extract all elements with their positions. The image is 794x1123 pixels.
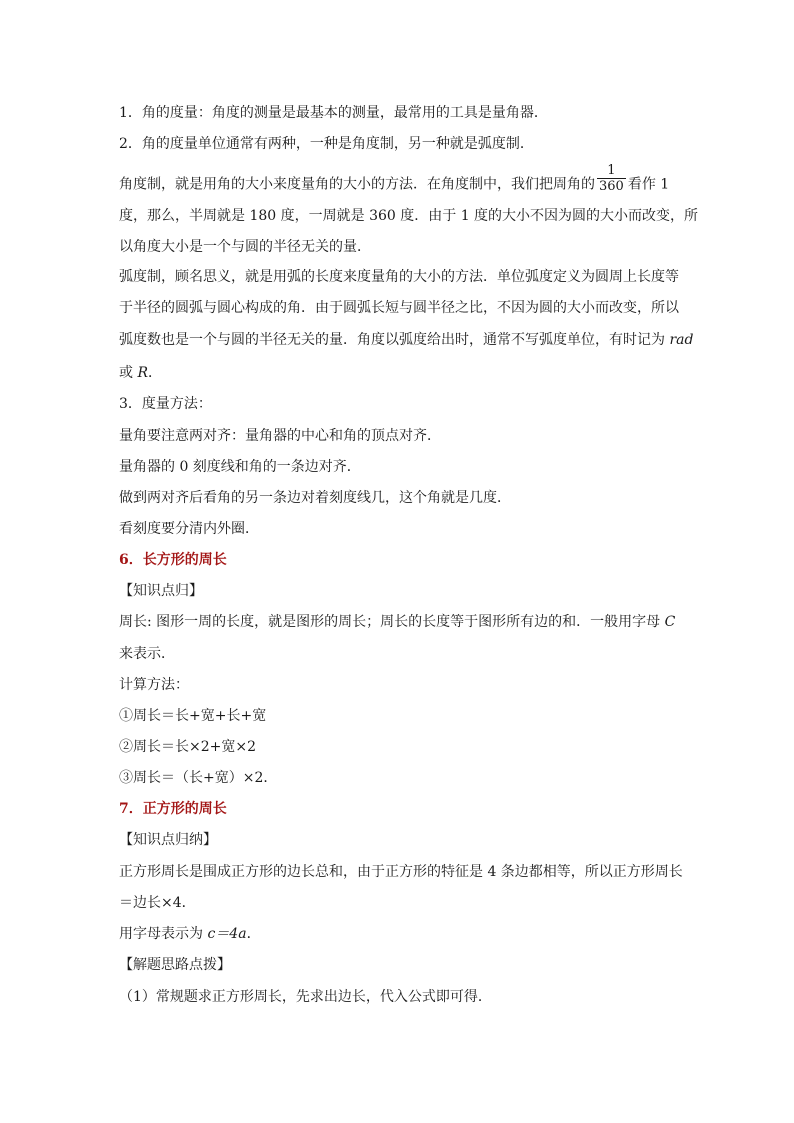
- fraction-numerator: 1: [607, 163, 616, 178]
- math-variable: rad: [669, 332, 694, 348]
- formula-line: ③周长＝（长+宽）×2．: [119, 770, 278, 786]
- text-line: 1．角的度量：角度的测量是最基本的测量，最常用的工具是量角器．: [119, 105, 548, 121]
- text-line: 于半径的圆弧与圆心构成的角．由于圆弧长短与圆半径之比，不因为圆的大小而改变，所以: [119, 300, 679, 316]
- text-line: 量角器的 0 刻度线和角的一条边对齐．: [119, 459, 361, 475]
- math-variable: C: [664, 614, 676, 630]
- section-heading: 6．长方形的周长: [119, 552, 227, 568]
- text-line: 看刻度要分清内外圈．: [119, 521, 259, 537]
- text-line: 做到两对齐后看角的另一条边对着刻度线几，这个角就是几度．: [119, 490, 511, 506]
- text-line: ＝边长×4．: [119, 895, 196, 911]
- text-segment: ．: [246, 926, 261, 942]
- text-segment: 用字母表示为: [119, 926, 203, 942]
- text-line-with-fraction: [119, 163, 670, 200]
- subsection-label: 【知识点归纳】: [119, 832, 217, 848]
- section-heading: 7．正方形的周长: [119, 801, 227, 817]
- math-expression: c＝4a: [207, 926, 247, 942]
- text-segment: 或: [119, 365, 133, 381]
- subsection-label: 【解题思路点拨】: [119, 957, 231, 973]
- text-line: 3．度量方法：: [119, 396, 212, 412]
- text-line: 量角要注意两对齐：量角器的中心和角的顶点对齐．: [119, 428, 441, 444]
- text-segment: 角度制，就是用角的大小来度量角的大小的方法．在角度制中，我们把周角的: [119, 176, 595, 193]
- text-line: [119, 364, 162, 382]
- text-line: [119, 613, 675, 631]
- text-line: （1）常规题求正方形周长，先求出边长，代入公式即可得．: [119, 989, 492, 1005]
- text-line: [119, 331, 693, 349]
- text-segment: 周长: 图形一周的长度，就是图形的周长；周长的长度等于图形所有边的和．一般用字母: [119, 614, 661, 630]
- text-line: 来表示．: [119, 646, 175, 662]
- text-segment: 看作 1: [627, 176, 670, 193]
- text-line: 以角度大小是一个与圆的半径无关的量．: [119, 239, 371, 255]
- text-line: 计算方法：: [119, 677, 189, 693]
- text-line: 2．角的度量单位通常有两种，一种是角度制，另一种就是弧度制．: [119, 136, 534, 152]
- text-segment: 弧度数也是一个与圆的半径无关的量．角度以弧度给出时，通常不写弧度单位，有时记为: [119, 332, 665, 348]
- fraction: [597, 163, 626, 194]
- text-line: 正方形周长是围成正方形的边长总和，由于正方形的特征是 4 条边都相等，所以正方形周长: [119, 864, 683, 880]
- text-line: 弧度制，顾名思义，就是用弧的长度来度量角的大小的方法．单位弧度定义为圆周上长度等: [119, 269, 679, 285]
- subsection-label: 【知识点归】: [119, 583, 203, 599]
- fraction-denominator: 360: [599, 179, 624, 194]
- math-variable: R: [137, 365, 148, 381]
- text-line: [119, 925, 261, 943]
- text-segment: ．: [148, 365, 162, 381]
- text-line: 度，那么，半周就是 180 度，一周就是 360 度．由于 1 度的大小不因为圆的大小而改变，所: [119, 208, 699, 224]
- formula-line: ①周长＝长+宽+长+宽: [119, 708, 267, 724]
- formula-line: ②周长＝长×2+宽×2: [119, 739, 257, 755]
